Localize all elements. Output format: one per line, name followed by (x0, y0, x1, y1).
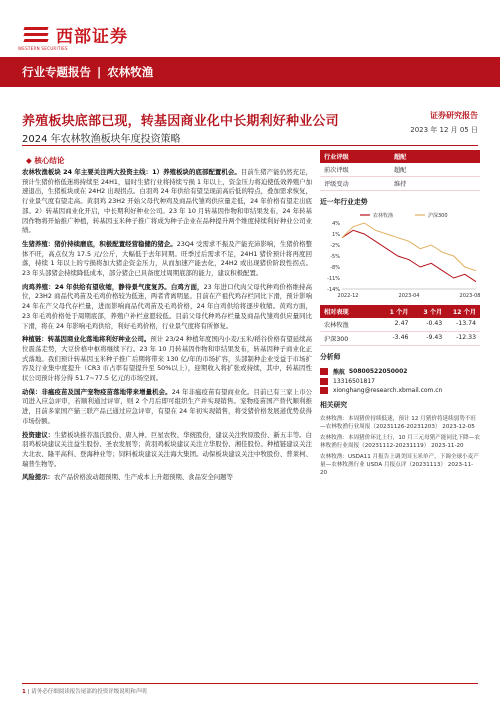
report-subtitle: 2024 年农林牧渔板块年度投资策略 (22, 134, 181, 145)
header-divider (22, 145, 478, 146)
paragraph-text: 生猪板块推荐温氏股份、唐人神、巨星农牧、华统股份，建议关注牧原股份、新五丰等。白羽鸡板块建议关注益生股份、圣农发展等；黄羽鸡板块建议关注立华股份、湘佳股份。种植链建议关注大北农、隆平高科、登海种业等；饲料板块建议关注海大集团。动保板块建议关注中牧股份、普莱柯、瑞普生物等。 (22, 430, 313, 468)
y-tick-label: -8% (330, 265, 340, 271)
summary-paragraph (22, 168, 312, 236)
analyst-name-line: 熊航 S0800522050002 (320, 367, 480, 376)
series-line (342, 230, 476, 281)
y-tick-label: -14% (327, 287, 340, 293)
summary-paragraph (22, 473, 312, 483)
analyst-phone-line: 13316501817 (320, 378, 480, 385)
industry-trend-chart (320, 209, 480, 301)
page-number: 1 (22, 689, 26, 695)
related-section-title: 相关研究 (320, 401, 348, 409)
rating-header: 行业评级 超配 (320, 150, 480, 163)
trend-chart-svg (320, 209, 480, 301)
summary-body (22, 168, 312, 487)
x-tick-label: 2022-12 (337, 293, 359, 299)
x-tick-label: 2023-08 (459, 293, 480, 299)
sidebar (320, 150, 480, 477)
analyst-email-line (320, 387, 480, 394)
summary-paragraph (22, 283, 312, 332)
banner-separator: | (97, 65, 102, 79)
legend-label: 沪深300 (428, 213, 448, 219)
paragraph-text: 农产品价格波动超预期、生产成本上升超预期、食品安全问题等 (53, 473, 233, 482)
related-item[interactable]: 农林牧渔：USDA11 月报告上调美国玉米单产，下调全球小麦产量—农林牧渔行业 USDA 月报点评（20231113） 2023-11-20 (320, 454, 479, 476)
paragraph-lead: 动保：非瘟疫苗及国产宠物疫苗落地带来增量机会。 (22, 387, 172, 396)
analyst-info (320, 367, 480, 394)
series-line (342, 223, 476, 271)
page-footer: 1 | 请务必仔细阅读报告尾部的投资评级说明和声明 (22, 689, 147, 695)
report-sector: 农林牧渔 (107, 65, 154, 79)
paragraph-lead: 肉鸡养殖：24 年供给有望收缩，静待景气度复苏。白鸡方面， (22, 282, 204, 291)
company-logo (22, 22, 128, 47)
paragraph-text: 23Q4 受需求不振及产能充沛影响，生猪价格整体不旺，高点仅为 17.5 元/公斤，大幅低于去年同期。旺季过后需求不足，24H1 猪价预计将再度回落，持续 1 年以上的亏损将加大猪企资金压力，从而加速产能去化，24H2 或出现猪价阶段性拐点。23 年头部猪企持续降低成本，部分猪企已具备度过周期底部的能力，建议积极配置。 (22, 239, 313, 278)
report-tag: 证券研究报告 (430, 111, 478, 120)
x-tick-label: 2023-04 (398, 293, 420, 299)
rating-row-change: 评级变动 维持 (320, 177, 480, 191)
report-type: 行业专题报告 (22, 65, 91, 79)
report-title: 养殖板块底部已现，转基因商业化中长期利好种业公司 (22, 114, 339, 129)
performance-row: 沪深300 -3.46 -9.43 -12.33 (320, 332, 480, 346)
performance-header: 相对表现 1 个月 3 个月 12 个月 (320, 305, 480, 318)
paragraph-lead: 种植链：转基因商业化落地将利好种业公司。 (22, 335, 151, 344)
analyst-section-title: 分析师 (320, 353, 341, 361)
performance-table (320, 305, 480, 346)
paragraph-text: 目前生猪产能仍然充足，预计生猪价格低迷将持续至 24H1，届时生猪行业将持续亏损 1 年以上，资金压力将迫使低效养殖户加速退出，生猪板块或在 24H2 出现拐点。白羽鸡 24 年供给有望呈现前高后低的特点，叠加需求恢复，行业景气度有望走高。黄羽鸡 23H2 开始父母代种鸡及商品代雏鸡供应量走低，24 年价格有望走出底部。2）转基因商业化开启，中长期利好种业公司。23 年 10 月转基因作物和审结果发布，24 年转基因作物将开始推广种植，转基因玉米种子推广将成为种子企业在品种提升两个维度持续利好种业公司业绩。 (22, 168, 313, 235)
person-icon (320, 368, 328, 375)
paragraph-text: 23 年进口代肉父母代种鸡价格维持高位，23H2 商品代鸡苗及毛鸡价格较为低迷，两者背离明显。目前在产祖代鸡存栏同比下滑，预计影响 24 年在产父母代存栏量，进而影响商品代鸡苗及毛鸡价格，24 年白鸡供给将逐步收缩。黄鸡方面，23 年毛鸡价格处于周期底部，养殖户补栏意愿较低。目前父母代种鸡存栏量及商品代雏鸡供应量同比下滑，将在 24 年影响毛鸡供给，利好毛鸡价格，行业景气度将有所修复。 (22, 282, 312, 330)
paragraph-text: 预计 23/24 种植年度国内小麦/玉米/稻谷价格有望延续高位震荡走势，大豆价格中枢将继续下行。23 年 10 月转基因作物和审结果发布，转基因种子商业化正式落地。我们预计转基因玉米种子推广后期将带来 130 亿/年的市场扩容，头部制种企业受益于市场扩容及行业集中度提升（CR3 市占率有望提升至 50%以上），迎期收入将扩张或持续，其中，转基因性状公司预计将分得 51.7~77.5 亿元的市场空间。 (22, 335, 312, 383)
y-tick-label: -2% (330, 243, 340, 249)
related-research-list (320, 415, 480, 477)
email-icon (320, 387, 328, 394)
report-date: 2023 年 12 月 05 日 (410, 126, 478, 134)
footer-divider (22, 683, 478, 684)
phone-icon (320, 378, 328, 385)
logo-mark-icon (22, 25, 50, 45)
core-conclusion-heading: ◆ 核心结论 (26, 156, 65, 165)
brand-english: WESTERN SECURITIES (18, 46, 68, 51)
summary-paragraph (22, 335, 312, 384)
summary-paragraph (22, 388, 312, 427)
paragraph-lead: 生猪养殖：猪价持续磨底，积极配置经营稳健的猪企。 (22, 239, 177, 248)
legend-label: 农林牧渔 (373, 213, 394, 219)
paragraph-lead: 农林牧渔板块 24 年主要关注两大投资主线：1）养殖板块的底部配置机会。 (22, 168, 241, 176)
y-tick-label: 1% (332, 232, 340, 238)
report-banner (0, 57, 500, 87)
performance-row: 农林牧渔 2.47 -0.43 -13.74 (320, 318, 480, 332)
paragraph-text: 24 年非瘟疫苗有望商业化。目前已有三家上市公司进入应急评审，若顺利通过评审，则 2 个月后即可组织生产并实现销售。宠物疫苗国产替代顺利推进，目前多家国产猫三联产品已通过应急评审，有望在 24 年初实现销售，将受猪价格发展道优势获得市场份额。 (22, 387, 313, 425)
paragraph-lead: 风险提示： (22, 473, 54, 482)
summary-paragraph (22, 431, 312, 470)
y-tick-label: -11% (327, 276, 340, 282)
y-tick-label: 4% (332, 221, 340, 227)
brand-name: 西部证券 (56, 27, 128, 47)
rating-row-previous: 前次评级 超配 (320, 163, 480, 177)
analyst-email-link[interactable]: xionghang@research.xbmail.com.cn (333, 387, 443, 394)
paragraph-lead: 投资建议： (22, 430, 55, 439)
summary-paragraph (22, 240, 312, 279)
disclaimer-note: 请务必仔细阅读报告尾部的投资评级说明和声明 (31, 689, 147, 695)
related-item[interactable]: 农林牧渔：本周猪价持续低迷，预计 12 月猪价将延续弱势不旺—农林牧渔行业周报（20231126-20231203） 2023-12-05 (320, 416, 477, 430)
y-tick-label: -5% (330, 254, 340, 260)
related-item[interactable]: 农林牧渔：本周猪价环比上行，10 月三元母猪产能同比下降—农林牧渔行业周报（20231112-20231119） 2023-11-20 (320, 435, 480, 449)
chart-section-title: 近一年行业走势 (320, 198, 368, 206)
